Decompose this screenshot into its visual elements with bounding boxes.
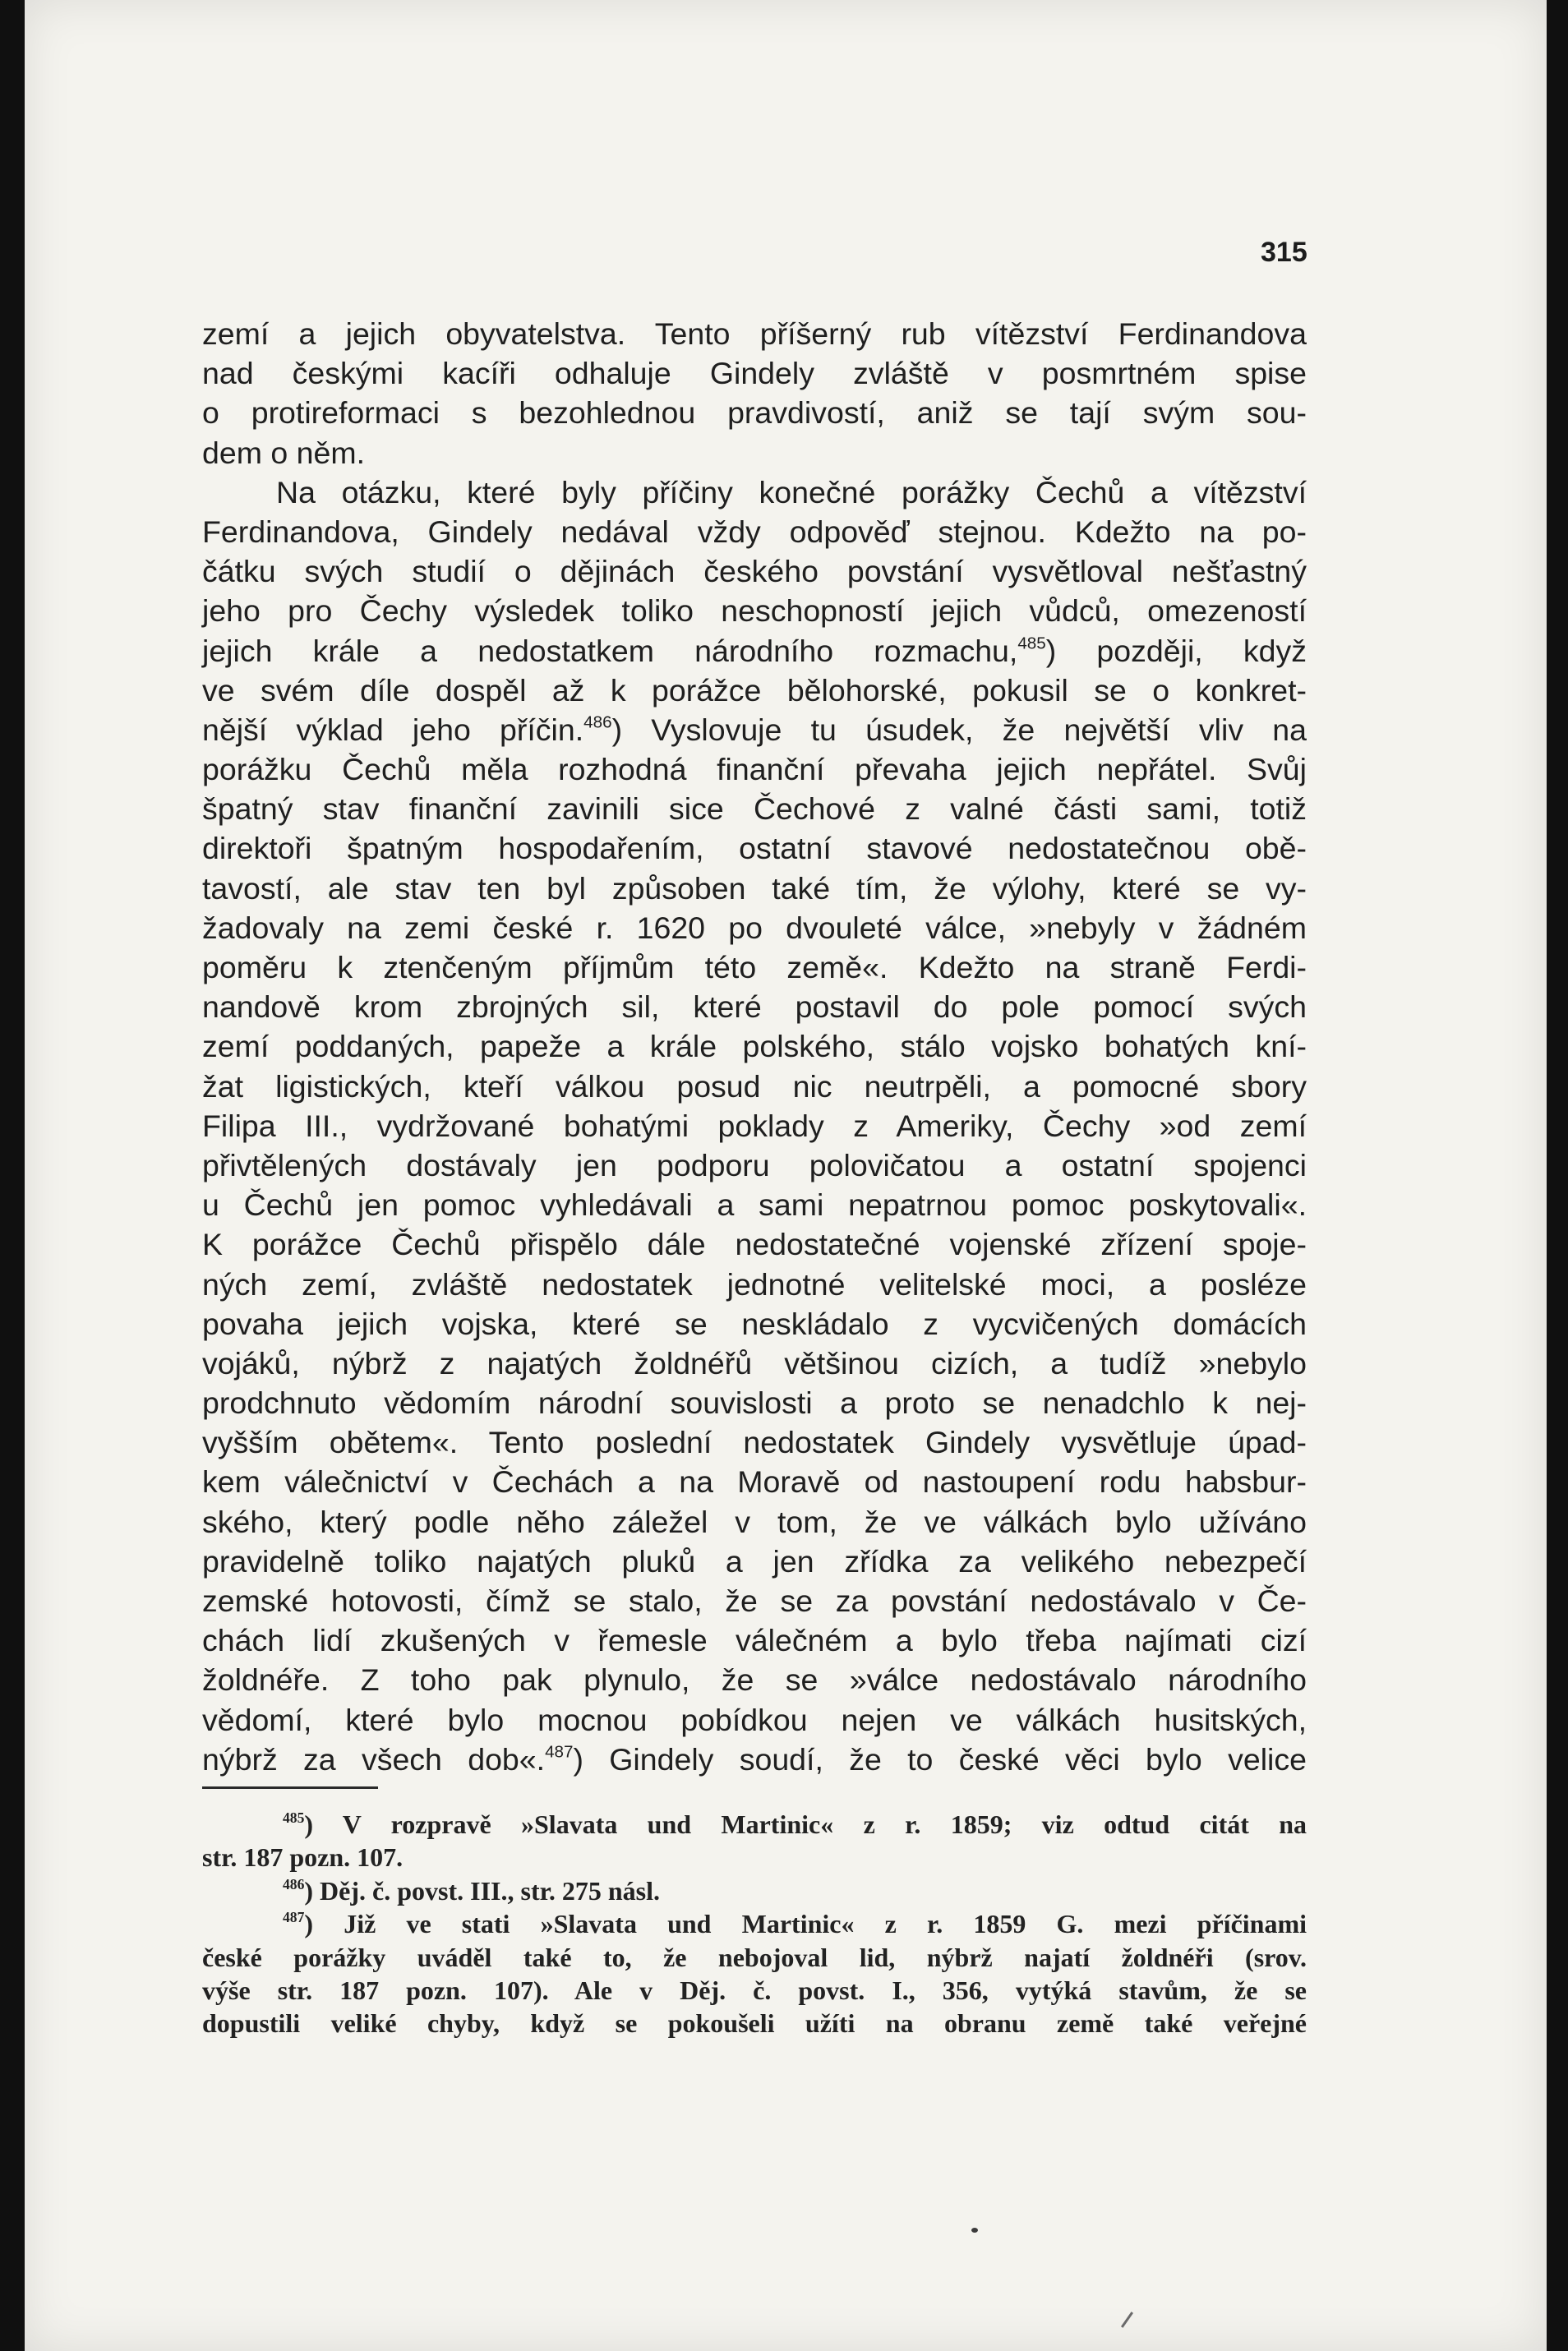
text-line: nad českými kacíři odhaluje Gindely zvláště v posmrtném spise xyxy=(202,356,1307,391)
text-run: jejich krále a nedostatkem národního rozmachu, xyxy=(202,633,1018,668)
text-line: Na otázku, které byly příčiny konečné porážky Čechů a vítězství xyxy=(276,474,1307,509)
text-line xyxy=(202,1740,1307,1779)
book-page xyxy=(25,0,1547,2351)
text-run: ) V rozpravě »Slavata und Martinic« z r. 1859; viz odtud citát na xyxy=(304,1809,1307,1839)
text-line: čátku svých studií o dějinách českého povstání vysvětloval nešťastný xyxy=(202,554,1307,589)
footnote-line: české porážky uváděl také to, že nebojoval lid, nýbrž najatí žoldnéři (srov. xyxy=(202,1942,1307,1972)
footnote-reference: 487 xyxy=(545,1742,574,1762)
footnote-separator-rule xyxy=(202,1786,378,1789)
text-line: Ferdinandova, Gindely nedával vždy odpověď stejnou. Kdežto na po- xyxy=(202,514,1307,549)
footnote-reference: 485 xyxy=(283,1809,305,1826)
text-line: vojáků, nýbrž z najatých žoldnéřů většinou cizích, a tudíž »nebylo xyxy=(202,1345,1307,1381)
text-line: přivtělených dostávaly jen podporu polovičatou a ostatní spojenci xyxy=(202,1147,1307,1182)
text-run: ) Děj. č. povst. III., str. 275 násl. xyxy=(304,1875,660,1906)
text-run: nýbrž za všech dob«. xyxy=(202,1741,546,1777)
text-line: žoldnéře. Z toho pak plynulo, že se »válce nedostávalo národního xyxy=(202,1662,1307,1698)
text-run: ) Gindely soudí, že to české věci bylo velice xyxy=(573,1741,1307,1777)
text-line: K porážce Čechů přispělo dále nedostatečné vojenské zřízení spoje- xyxy=(202,1227,1307,1262)
text-line: povaha jejich vojska, které se neskládalo z vycvičených domácích xyxy=(202,1306,1307,1341)
page-number: 315 xyxy=(1261,237,1307,268)
footnote-reference: 486 xyxy=(283,1875,305,1892)
body-text xyxy=(202,314,1307,1779)
text-line: kem válečnictví v Čechách a na Moravě od nastoupení rodu habsbur- xyxy=(202,1464,1307,1500)
text-line: dem o něm. xyxy=(202,435,366,470)
text-line: ského, který podle něho záležel v tom, že ve válkách bylo užíváno xyxy=(202,1504,1307,1539)
text-line: zemí a jejich obyvatelstva. Tento příšerný rub vítězství Ferdinandova xyxy=(202,316,1307,351)
text-line: pravidelně toliko najatých pluků a jen zřídka za velikého nebezpečí xyxy=(202,1543,1307,1579)
text-line: direktoři špatným hospodařením, ostatní stavové nedostatečnou obě- xyxy=(202,831,1307,866)
footnote-line: str. 187 pozn. 107. xyxy=(202,1842,404,1873)
footnote-reference: 486 xyxy=(583,712,612,732)
text-line: vyšším obětem«. Tento poslední nedostatek Gindely vysvětluje úpad- xyxy=(202,1425,1307,1460)
text-run: nější výklad jeho příčin. xyxy=(202,712,584,747)
text-line: porážku Čechů měla rozhodná finanční převaha jejich nepřátel. Svůj xyxy=(202,752,1307,787)
text-run: ) Vyslovuje tu úsudek, že největší vliv na xyxy=(611,712,1307,747)
text-run: ) později, když xyxy=(1045,633,1307,668)
footnote-line: výše str. 187 pozn. 107). Ale v Děj. č. povst. I., 356, vytýká stavům, že se xyxy=(202,1975,1307,2005)
text-line: špatný stav finanční zavinili sice Čechové z valné části sami, totiž xyxy=(202,791,1307,827)
text-line: o protireformaci s bezohlednou pravdivostí, aniž se tají svým sou- xyxy=(202,395,1307,431)
footnote-line: dopustili veliké chyby, když se pokoušeli užíti na obranu země také veřejné xyxy=(202,2008,1307,2039)
text-line xyxy=(202,710,1307,749)
footnote-line xyxy=(202,1907,1307,1940)
footnote-line xyxy=(202,1874,1307,1907)
text-run: ) Již ve stati »Slavata und Martinic« z r. 1859 G. mezi příčinami xyxy=(304,1909,1307,1939)
text-line: jeho pro Čechy výsledek toliko neschopností jejich vůdců, omezeností xyxy=(202,593,1307,629)
text-line: zemské hotovosti, čímž se stalo, že se za povstání nedostávalo v Če- xyxy=(202,1583,1307,1618)
footnote-line xyxy=(202,1808,1307,1841)
text-line: tavostí, ale stav ten byl způsoben také tím, že výlohy, které se vy- xyxy=(202,870,1307,906)
text-line: prodchnuto vědomím národní souvislosti a proto se nenadchlo k nej- xyxy=(202,1385,1307,1421)
scan-speck xyxy=(971,2228,978,2233)
text-line xyxy=(202,631,1307,671)
text-line: zemí poddaných, papeže a krále polského, stálo vojsko bohatých kní- xyxy=(202,1029,1307,1064)
scan-speck xyxy=(1121,2312,1133,2328)
text-line: žadovaly na zemi české r. 1620 po dvouleté válce, »nebyly v žádném xyxy=(202,910,1307,945)
text-line: u Čechů jen pomoc vyhledávali a sami nepatrnou pomoc poskytovali«. xyxy=(202,1187,1307,1223)
text-line: Filipa III., vydržované bohatými poklady z Ameriky, Čechy »od zemí xyxy=(202,1108,1307,1143)
text-line: ných zemí, zvláště nedostatek jednotné velitelské moci, a posléze xyxy=(202,1266,1307,1302)
footnotes xyxy=(202,1808,1307,2040)
text-line: ve svém díle dospěl až k porážce bělohorské, pokusil se o konkret- xyxy=(202,672,1307,708)
footnote-reference: 485 xyxy=(1017,634,1046,653)
text-line: chách lidí zkušených v řemesle válečném a bylo třeba najímati cizí xyxy=(202,1623,1307,1658)
text-line: poměru k ztenčeným příjmům této země«. Kdežto na straně Ferdi- xyxy=(202,950,1307,984)
text-line: nandově krom zbrojných sil, které postavil do pole pomocí svých xyxy=(202,989,1307,1025)
footnote-reference: 487 xyxy=(283,1908,305,1925)
text-line: vědomí, které bylo mocnou pobídkou nejen ve válkách husitských, xyxy=(202,1702,1307,1737)
text-line: žat ligistických, kteří válkou posud nic neutrpěli, a pomocné sbory xyxy=(202,1068,1307,1104)
